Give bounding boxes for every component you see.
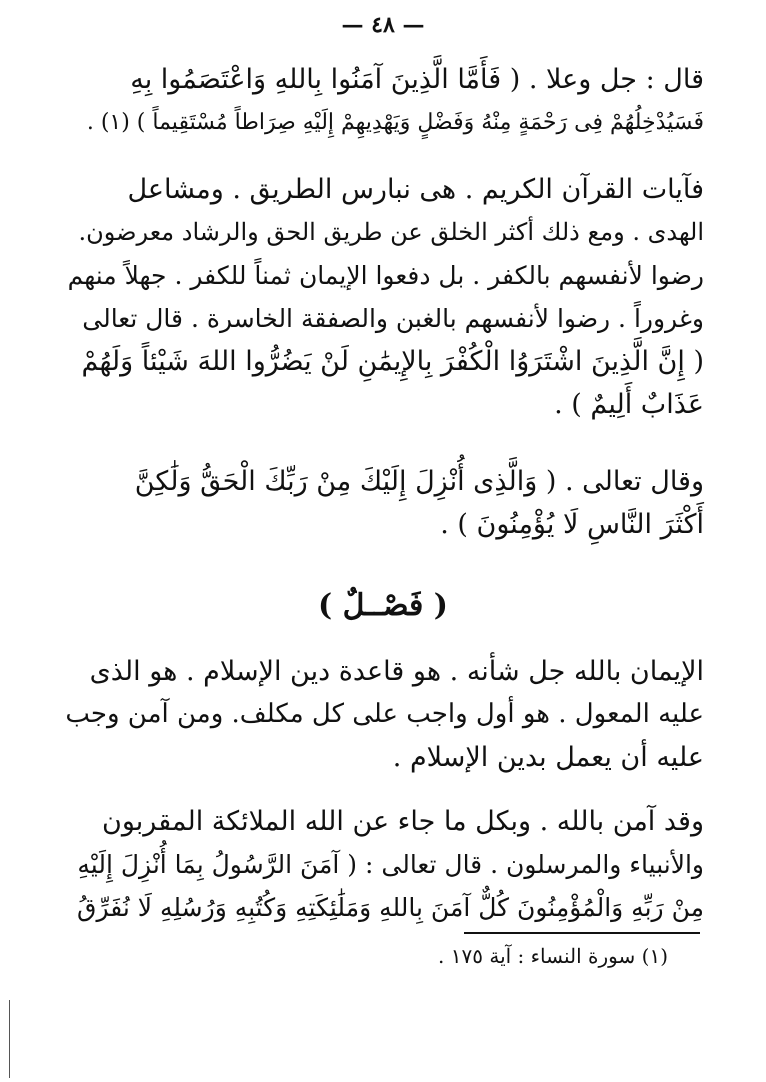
paragraph-5 <box>64 800 704 929</box>
footnote: (١) سورة النساء : آية ١٧٥ . <box>438 944 668 968</box>
text-line: الهدى . ومع ذلك أكثر الخلق عن طريق الحق والرشاد معرضون. <box>78 218 704 246</box>
text-line: أَكْثَرَ النَّاسِ لَا يُؤْمِنُونَ ) . <box>440 509 704 540</box>
text-line: ( إِنَّ الَّذِينَ اشْتَرَوُا الْكُفْرَ بِالإِيمَٰنِ لَنْ يَضُرُّوا اللهَ شَيْئاً وَلَهُمْ <box>81 346 704 377</box>
text-line: فَسَيُدْخِلُهُمْ فِى رَحْمَةٍ مِنْهُ وَفَضْلٍ وَيَهْدِيهِمْ إِلَيْهِ صِرَاطاً مُسْتَقِيماً ) (١) . <box>86 110 704 135</box>
page-number: — ٤٨ — <box>341 12 425 38</box>
section-heading: ( فَصْــلٌ ) <box>318 588 448 623</box>
paragraph-2 <box>64 168 704 426</box>
text-line: عَذَابٌ أَلِيمٌ ) . <box>554 389 704 420</box>
paragraph-3 <box>64 460 704 546</box>
paragraph-1 <box>64 58 704 144</box>
paragraph-4 <box>64 650 704 779</box>
text-line: وقد آمن بالله . وبكل ما جاء عن الله الملائكة المقربون <box>102 806 704 837</box>
text-line: عليه المعول . هو أول واجب على كل مكلف. ومن آمن وجب <box>65 699 704 729</box>
text-line: قال : جل وعلا . ( فَأَمَّا الَّذِينَ آمَنُوا بِاللهِ وَاعْتَصَمُوا بِهِ <box>130 64 704 95</box>
text-line: الإيمان بالله جل شأنه . هو قاعدة دين الإسلام . هو الذى <box>89 656 704 687</box>
margin-line <box>9 1000 10 1078</box>
footnote-divider <box>464 932 700 934</box>
text-line: وقال تعالى . ( وَالَّذِى أُنْزِلَ إِلَيْكَ مِنْ رَبِّكَ الْحَقُّ وَلَٰكِنَّ <box>134 466 704 497</box>
text-line: فآيات القرآن الكريم . هى نبارس الطريق . ومشاعل <box>127 174 704 205</box>
text-line: عليه أن يعمل بدين الإسلام . <box>392 742 704 773</box>
text-line: وغروراً . رضوا لأنفسهم بالغبن والصفقة الخاسرة . قال تعالى <box>82 304 704 333</box>
text-line: رضوا لأنفسهم بالكفر . بل دفعوا الإيمان ثمناً للكفر . جهلاً منهم <box>67 261 704 290</box>
text-line: مِنْ رَبِّهِ وَالْمُؤْمِنُونَ كُلٌّ آمَنَ بِاللهِ وَمَلَٰئِكَتِهِ وَكُتُبِهِ وَرُسُلِهِ لَا نُفَرِّقُ <box>77 893 704 922</box>
text-line: والأنبياء والمرسلون . قال تعالى : ( آمَنَ الرَّسُولُ بِمَا أُنْزِلَ إِلَيْهِ <box>77 850 704 879</box>
